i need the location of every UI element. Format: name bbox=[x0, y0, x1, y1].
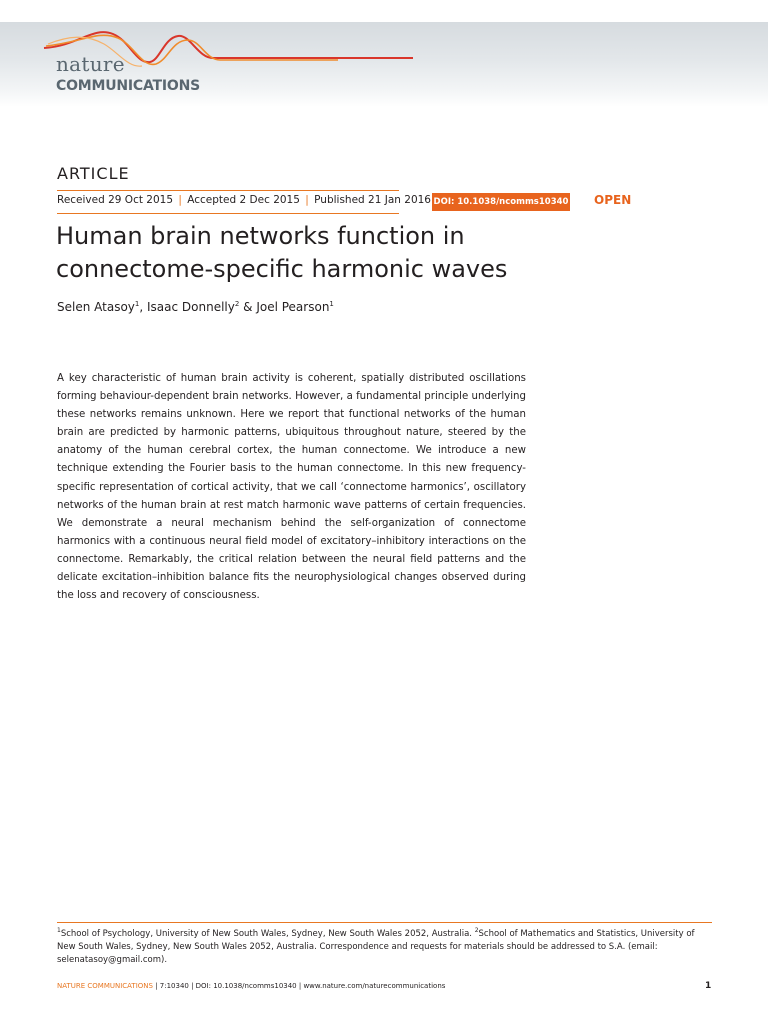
page-number: 1 bbox=[705, 981, 712, 991]
author-affiliation-marker: 1 bbox=[134, 300, 140, 308]
received-date: Received 29 Oct 2015 bbox=[57, 194, 174, 206]
footer-citation: | 7:10340 | DOI: 10.1038/ncomms10340 | www.nature.com/naturecommunications bbox=[152, 982, 446, 990]
footnote-rule bbox=[57, 922, 712, 923]
article-title: Human brain networks function in connectome-specific harmonic waves bbox=[56, 222, 508, 283]
dates-top-rule bbox=[57, 190, 399, 191]
footnote-marker: 1 bbox=[57, 927, 61, 935]
article-type-label: ARTICLE bbox=[57, 164, 130, 183]
author-separator: & bbox=[239, 300, 257, 314]
author-affiliation-marker: 1 bbox=[329, 300, 334, 308]
footer-journal-name: NATURE COMMUNICATIONS bbox=[57, 982, 153, 990]
logo-communications-text: COMMUNICATIONS bbox=[56, 78, 201, 94]
affiliation-2: School of Mathematics and Statistics, University of New South Wales, Sydney, New South Wales 2052, Australia. Correspondence and requests for materials should be addressed to S.A. (email: selenatasoy@gmail.com). bbox=[57, 929, 695, 965]
author-name[interactable]: Joel Pearson bbox=[256, 300, 330, 314]
affiliations-footnote bbox=[57, 928, 713, 967]
footnote-marker: 2 bbox=[474, 927, 479, 935]
page-footer bbox=[57, 983, 445, 990]
abstract-text: A key characteristic of human brain activity is coherent, spatially distributed oscillations forming behaviour-dependent brain networks. However, a fundamental principle underlying these networks remains unknown. Here we report that functional networks of the human brain are predicted by harmonic patterns, ubiquitous throughout nature, steered by the anatomy of the human cerebral cortex, the human connectome. We introduce a new technique extending the Fourier basis to the human connectome. In this new frequency-specific representation of cortical activity, that we call ‘connectome harmonics’, oscillatory networks of the human brain at rest match harmonic wave patterns of certain frequencies. We demonstrate a neural mechanism behind the self-organization of connectome harmonics with a continuous neural field model of excitatory–inhibitory interactions on the connectome. Remarkably, the critical relation between the neural field patterns and the delicate excitation–inhibition balance fits the neurophysiological changes observed during the loss and recovery of consciousness. bbox=[57, 373, 526, 602]
article-dates bbox=[57, 195, 431, 206]
author-list bbox=[57, 300, 334, 314]
author-name[interactable]: Isaac Donnelly bbox=[147, 300, 235, 314]
dates-bottom-rule bbox=[57, 213, 399, 214]
date-separator: | bbox=[178, 194, 182, 206]
author-separator: , bbox=[139, 300, 147, 314]
open-access-label: OPEN bbox=[594, 193, 632, 207]
logo-nature-text: nature bbox=[56, 52, 125, 76]
affiliation-1: School of Psychology, University of New South Wales, Sydney, New South Wales 2052, Australia. bbox=[60, 929, 472, 939]
author-affiliation-marker: 2 bbox=[234, 300, 240, 308]
accepted-date: Accepted 2 Dec 2015 bbox=[187, 194, 300, 206]
published-date: Published 21 Jan 2016 bbox=[314, 194, 431, 206]
doi-badge[interactable]: DOI: 10.1038/ncomms10340 bbox=[432, 193, 570, 211]
author-name[interactable]: Selen Atasoy bbox=[57, 300, 135, 314]
date-separator: | bbox=[305, 194, 309, 206]
